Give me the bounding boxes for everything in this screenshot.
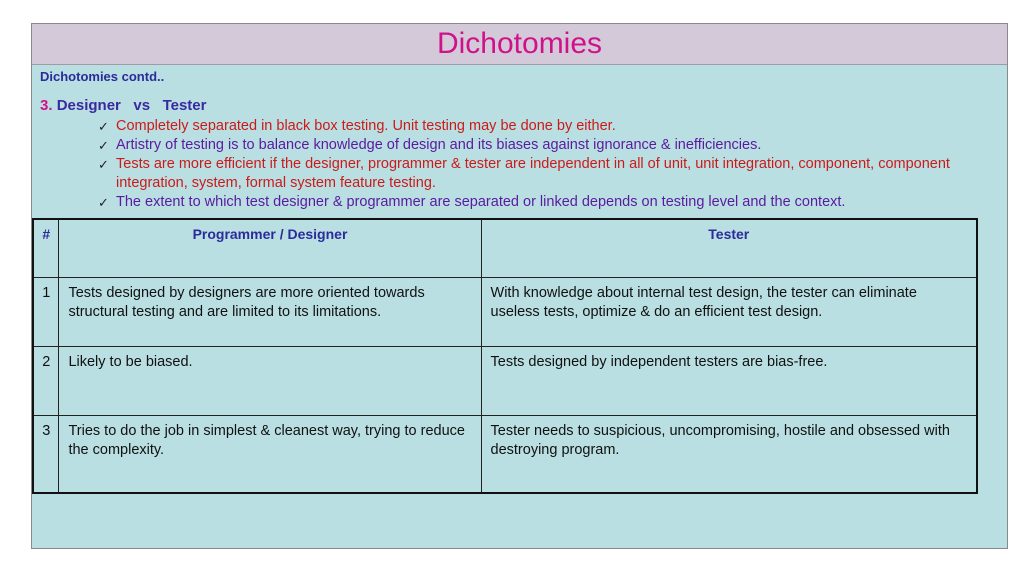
header-index: #: [33, 219, 59, 278]
check-icon: ✓: [98, 157, 109, 172]
title-bar: [32, 24, 1007, 65]
check-icon: ✓: [98, 195, 109, 210]
check-icon: ✓: [98, 119, 109, 134]
table-row: [33, 347, 977, 416]
section-number: 3.: [40, 97, 53, 114]
header-designer: Programmer / Designer: [59, 219, 481, 278]
row-index: 2: [33, 347, 59, 416]
bullet-list: [98, 117, 998, 212]
bullet-text: The extent to which test designer & programmer are separated or linked depends on testing level and the context.: [116, 194, 846, 210]
designer-cell: Likely to be biased.: [59, 347, 481, 416]
slide: [31, 23, 1008, 549]
bullet-text: Completely separated in black box testing. Unit testing may be done by either.: [116, 118, 616, 134]
comparison-table: [32, 218, 978, 494]
row-index: 1: [33, 278, 59, 347]
table-header-row: [33, 219, 977, 278]
bullet-item: [98, 117, 998, 136]
designer-cell: Tries to do the job in simplest & cleanest way, trying to reduce the complexity.: [59, 416, 481, 494]
row-index: 3: [33, 416, 59, 494]
header-tester: Tester: [481, 219, 977, 278]
check-icon: ✓: [98, 138, 109, 153]
slide-title: Dichotomies: [436, 27, 603, 60]
bullet-item: [98, 155, 998, 193]
bullet-text: Tests are more efficient if the designer, programmer & tester are independent in all of unit, unit integration, component, component integration, system, formal system feature testing.: [116, 156, 950, 191]
tester-cell: Tests designed by independent testers are bias-free.: [481, 347, 977, 416]
section-heading: [40, 97, 206, 114]
table-row: [33, 278, 977, 347]
table-row: [33, 416, 977, 494]
designer-cell: Tests designed by designers are more oriented towards structural testing and are limited to its limitations.: [59, 278, 481, 347]
bullet-item: [98, 136, 998, 155]
subtitle: Dichotomies contd..: [40, 69, 165, 84]
bullet-item: [98, 193, 998, 212]
tester-cell: With knowledge about internal test design, the tester can eliminate useless tests, optimize & do an efficient test design.: [481, 278, 977, 347]
tester-cell: Tester needs to suspicious, uncompromising, hostile and obsessed with destroying program.: [481, 416, 977, 494]
section-heading-text: Designer vs Tester: [56, 97, 207, 114]
bullet-text: Artistry of testing is to balance knowledge of design and its biases against ignorance & inefficiencies.: [116, 137, 762, 153]
